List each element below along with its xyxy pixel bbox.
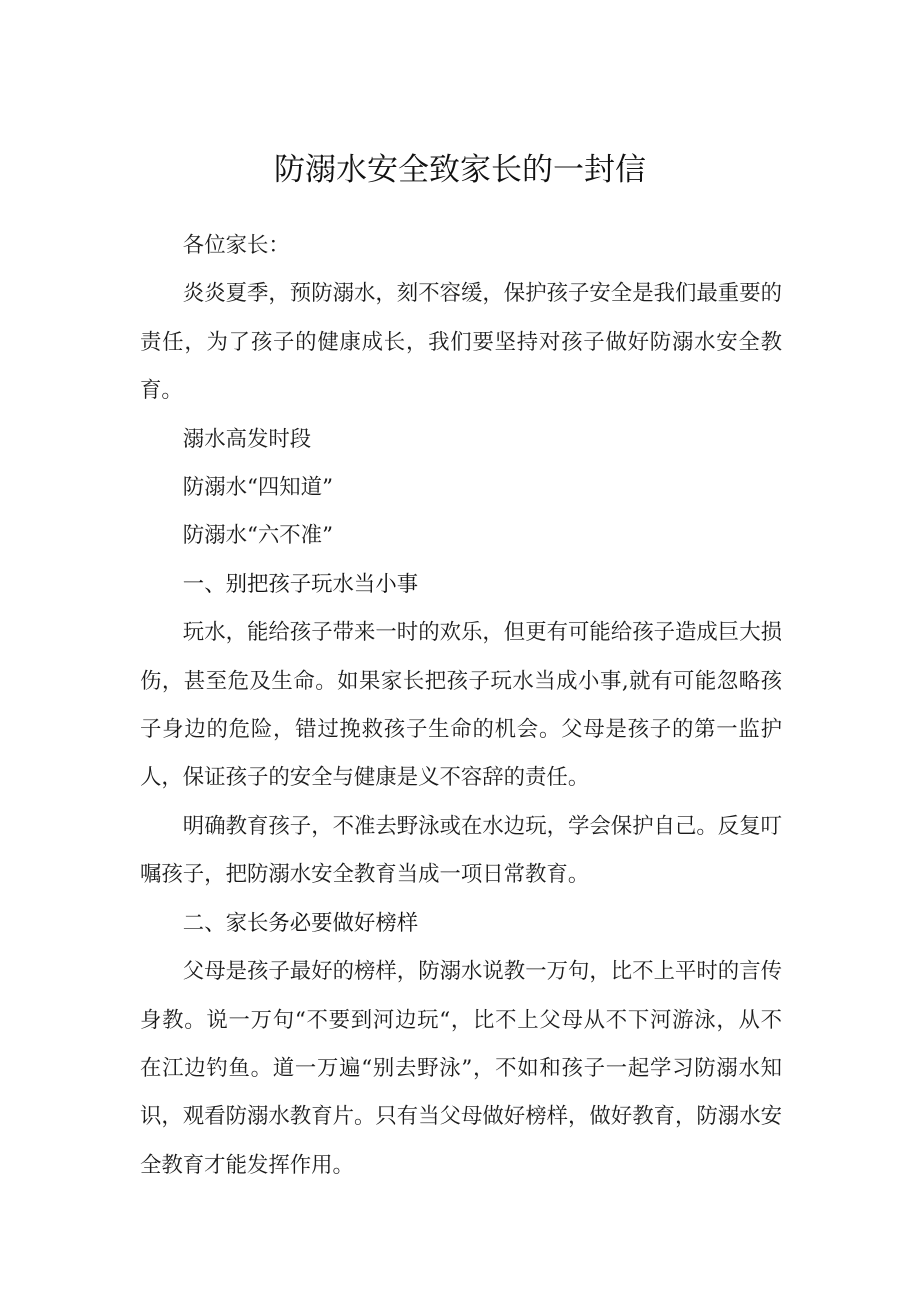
- section-paragraph: 父母是孩子最好的榜样，防溺水说教一万句，比不上平时的言传身教。说一万句“不要到河边玩“，比不上父母从不下河游泳，从不在江边钓鱼。道一万遍“别去野泳”，不如和孩子一起学习防溺水知识，观看防溺水教育片。只有当父母做好榜样，做好教育，防溺水安全教育才能发挥作用。: [140, 959, 782, 1178]
- section-paragraph: 玩水，能给孩子带来一时的欢乐，但更有可能给孩子造成巨大损伤，甚至危及生命。如果家长把孩子玩水当成小事,就有可能忽略孩子身边的危险，错过挽救孩子生命的机会。父母是孩子的第一监护人，保证孩子的安全与健康是义不容辞的责任。: [140, 620, 782, 791]
- letter-title: 防溺水安全致家长的一封信: [274, 152, 646, 188]
- section-heading: 二、家长务必要做好榜样: [182, 910, 419, 936]
- section-paragraph: 明确教育孩子，不准去野泳或在水边玩，学会保护自己。反复叮嘱孩子，把防溺水安全教育当成一项日常教育。: [140, 813, 782, 888]
- intro-paragraph: 炎炎夏季，预防溺水，刻不容缓，保护孩子安全是我们最重要的责任，为了孩子的健康成长，我们要坚持对孩子做好防溺水安全教育。: [140, 281, 782, 404]
- salutation: 各位家长：: [182, 233, 290, 258]
- topic-item: 溺水高发时段: [182, 426, 312, 452]
- section-heading: 一、别把孩子玩水当小事: [182, 571, 419, 597]
- topic-item: 防溺水“六不准”: [182, 523, 334, 549]
- topic-item: 防溺水“四知道”: [182, 475, 334, 501]
- letter-body: [140, 222, 782, 1190]
